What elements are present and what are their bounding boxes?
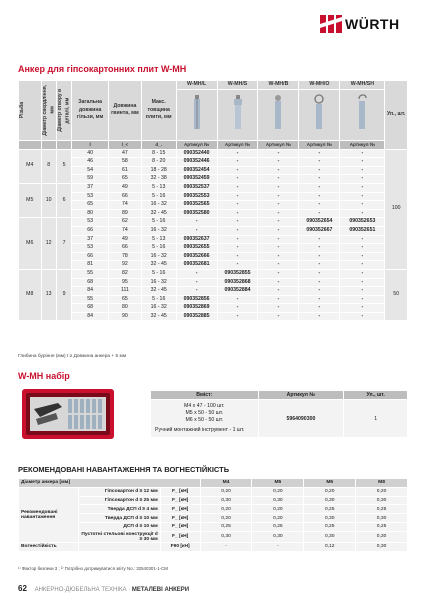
variant-b: W-MH/B (258, 81, 299, 90)
col-screw-length: Довжина гвинта, мм (109, 81, 142, 141)
page-footer: 62 АНКЕРНО-ДЮБЕЛЬНА ТЕХНІКА · МЕТАЛЕВІ АНКЕРИ (18, 584, 190, 593)
page-number: 62 (18, 584, 27, 593)
table-row: 66 74 16 - 32 - - - 090352667 090352651 (19, 226, 408, 235)
variant-o: W-MH/O (299, 81, 340, 90)
variant-sh: W-MH/SH (340, 81, 385, 90)
table-row: Тверда ДСП d ≥ 4 мм F_ [кН] 0,20 0,20 0,25 0,25 (19, 505, 408, 514)
table-row: 46 58 8 - 20 090352446 - - - - (19, 158, 408, 167)
table-row: 84 90 32 - 45 090352885 - - - - (19, 312, 408, 321)
table-row: 55 65 5 - 16 090352856 - - - - (19, 295, 408, 304)
col-pack: Уп., шт. (385, 81, 408, 150)
section-title-set: W-MH набір (18, 371, 70, 381)
wurth-logo (320, 15, 400, 33)
anchor-s-icon (231, 94, 245, 132)
case-set-image (18, 385, 118, 445)
drill-depth-note: Глибина буріння (мм) t ≥ Довжина анкера + 5 мм (18, 354, 127, 359)
set-pack: 1 (344, 400, 408, 438)
table-row: Вогнестійкість F90 [кН] - - 0,12 0,30 (19, 542, 408, 551)
loads-footnote: ¹⁾ Фактор безпеки 3 ; ²⁾ Потрібно дотримуватися звіту No.: 32540301-1-CM (18, 566, 168, 571)
col-total-length: Загальна довжина гільзи, мм (72, 81, 109, 141)
footer-text: АНКЕРНО-ДЮБЕЛЬНА ТЕХНІКА (34, 587, 127, 593)
table-row: M4 8 5 40 47 8 - 15 090352440 - - - - 100 (19, 149, 408, 158)
set-content: M4 x 47 - 100 шт. M5 x 50 - 50 шт. M6 x 50 - 50 шт. Ручний монтажний інструмент - 1 шт. (151, 400, 259, 438)
col-drill-diameter: Діаметр свердління, мм (41, 81, 56, 141)
table-row: Рекомендовані навантаження Гіпсокартон d ≥ 12 мм F_ [кН] 0,20 0,20 0,20 0,20 (19, 487, 408, 496)
table-row: 37 49 5 - 13 090352637 - - - - (19, 235, 408, 244)
anchor-b-icon (271, 94, 285, 132)
table-row: 84 111 32 - 45 - 090352884 - - - (19, 287, 408, 296)
col-max-thickness: Макс. товщина плити, мм (141, 81, 176, 141)
anchor-spec-table: Різьба Діаметр свердління, мм Діаметр отвору в деталі, мм Загальна довжина гільзи, мм Довжина гвинта, мм Макс. товщина плити, мм W-MH/L W-MH/S W-MH/B W-MH/O W-MH/SH Уп., шт. l l_< d_. Артикул № Артикул № Артикул № Артикул № Артикул № M4 8 5 40 47 8 - 15 090352440 - - - - 100 46 58 8 - 20 090352446 - - - - 54 61 18 - 28 090352454 - - - - 59 65 32 - 38 090352459 - - - - M5 10 6 37 49 5 - 13 090352537 - - - - 53 66 5 - 16 090352553 - - - - 65 74 16 - 32 090352565 - - - - 80 89 32 - 45 090352580 - - - - M6 12 7 53 62 5 - 16 - - - 090352654 090352653 66 74 16 - 32 - - - 090352667 090352651 37 49 5 - 13 090352637 - - - - 53 66 5 - 16 090352655 - - - - 66 78 16 - 32 090352666 - - - - 81 92 32 - 45 090352681 - - - - M8 13 9 55 82 5 - 16 - 090352855 - - - 50 68 95 16 - 32 - 090352868 - - - 84 111 32 - 45 - 090352884 - - - 55 65 5 - 16 090352856 - - - - 68 80 16 - 32 090352869 - - - - 84 90 32 - 45 090352885 - - - - (18, 80, 408, 321)
loads-table: Діаметр анкера [мм] M4 M5 M6 M8 Рекомендовані навантаження Гіпсокартон d ≥ 12 мм F_ [кН] 0,20 0,20 0,20 0,20 Гіпсокартон d ≥ 25 мм F_ [кН] 0,30 0,30 0,30 0,30 Тверда ДСП d ≥ 4 мм F_ [кН] 0,20 0,20 0,25 0,25 Тверда ДСП d ≥ 10 мм F_ [кН] 0,20 0,20 0,30 0,30 ДСП d ≥ 10 мм F_ [кН] 0,25 0,25 0,25 0,25 Пустотні стельові конструкції d ≥ 30 мм F_ [кН] 0,30 0,30 0,30 0,30 Вогнестійкість F90 [кН] - - 0,12 0,30 (18, 478, 408, 552)
table-row: Тверда ДСП d ≥ 10 мм F_ [кН] 0,20 0,20 0,30 0,30 (19, 514, 408, 523)
anchor-sh-icon (355, 94, 369, 132)
table-row: M5 10 6 37 49 5 - 13 090352537 - - - - (19, 183, 408, 192)
table-row: 80 89 32 - 45 090352580 - - - - (19, 209, 408, 218)
set-col-pack: Уп., шт. (344, 391, 408, 400)
anchor-l-icon (190, 94, 204, 132)
table-row: Пустотні стельові конструкції d ≥ 30 мм F_ [кН] 0,30 0,30 0,30 0,30 (19, 531, 408, 542)
table-row: 65 74 16 - 32 090352565 - - - - (19, 201, 408, 210)
set-article: 5964090300 (258, 400, 344, 438)
variant-s: W-MH/S (217, 81, 258, 90)
set-table (150, 390, 408, 438)
anchor-image-sh (340, 89, 385, 140)
table-row: 53 66 5 - 16 090352553 - - - - (19, 192, 408, 201)
anchor-o-icon (312, 94, 326, 132)
table-row: Гіпсокартон d ≥ 25 мм F_ [кН] 0,30 0,30 0,30 0,30 (19, 496, 408, 505)
anchor-image-s (217, 89, 258, 140)
anchor-image-b (258, 89, 299, 140)
table-row: 68 95 16 - 32 - 090352868 - - - (19, 278, 408, 287)
wurth-logo-text: WÜRTH (345, 16, 400, 32)
table-row: ДСП d ≥ 10 мм F_ [кН] 0,25 0,25 0,25 0,25 (19, 522, 408, 531)
table-row: 81 92 32 - 45 090352681 - - - - (19, 261, 408, 270)
col-thread: Різьба (19, 81, 42, 141)
table-row: M6 12 7 53 62 5 - 16 - - - 090352654 090352653 (19, 218, 408, 227)
variant-l: W-MH/L (176, 81, 217, 90)
anchor-image-o (299, 89, 340, 140)
section-title-anchors: Анкер для гіпсокартонних плит W-MH (18, 64, 187, 74)
table-row: 68 80 16 - 32 090352869 - - - - (19, 304, 408, 313)
loads-head-label: Діаметр анкера [мм] (19, 479, 201, 488)
anchor-image-l (176, 89, 217, 140)
table-row: M8 13 9 55 82 5 - 16 - 090352855 - - - 50 (19, 269, 408, 278)
set-col-article: Артикул № (258, 391, 344, 400)
section-title-loads: РЕКОМЕНДОВАНІ НАВАНТАЖЕННЯ ТА ВОГНЕСТІЙКІСТЬ (18, 465, 230, 474)
table-row: 53 66 5 - 16 090352655 - - - - (19, 244, 408, 253)
col-hole-diameter: Діаметр отвору в деталі, мм (56, 81, 71, 141)
table-row: 59 65 32 - 38 090352459 - - - - (19, 175, 408, 184)
wurth-logo-icon (320, 15, 342, 33)
set-col-content: Вміст: (151, 391, 259, 400)
table-row: 54 61 18 - 28 090352454 - - - - (19, 166, 408, 175)
table-row: 66 78 16 - 32 090352666 - - - - (19, 252, 408, 261)
footer-section: МЕТАЛЕВІ АНКЕРИ (131, 587, 190, 593)
